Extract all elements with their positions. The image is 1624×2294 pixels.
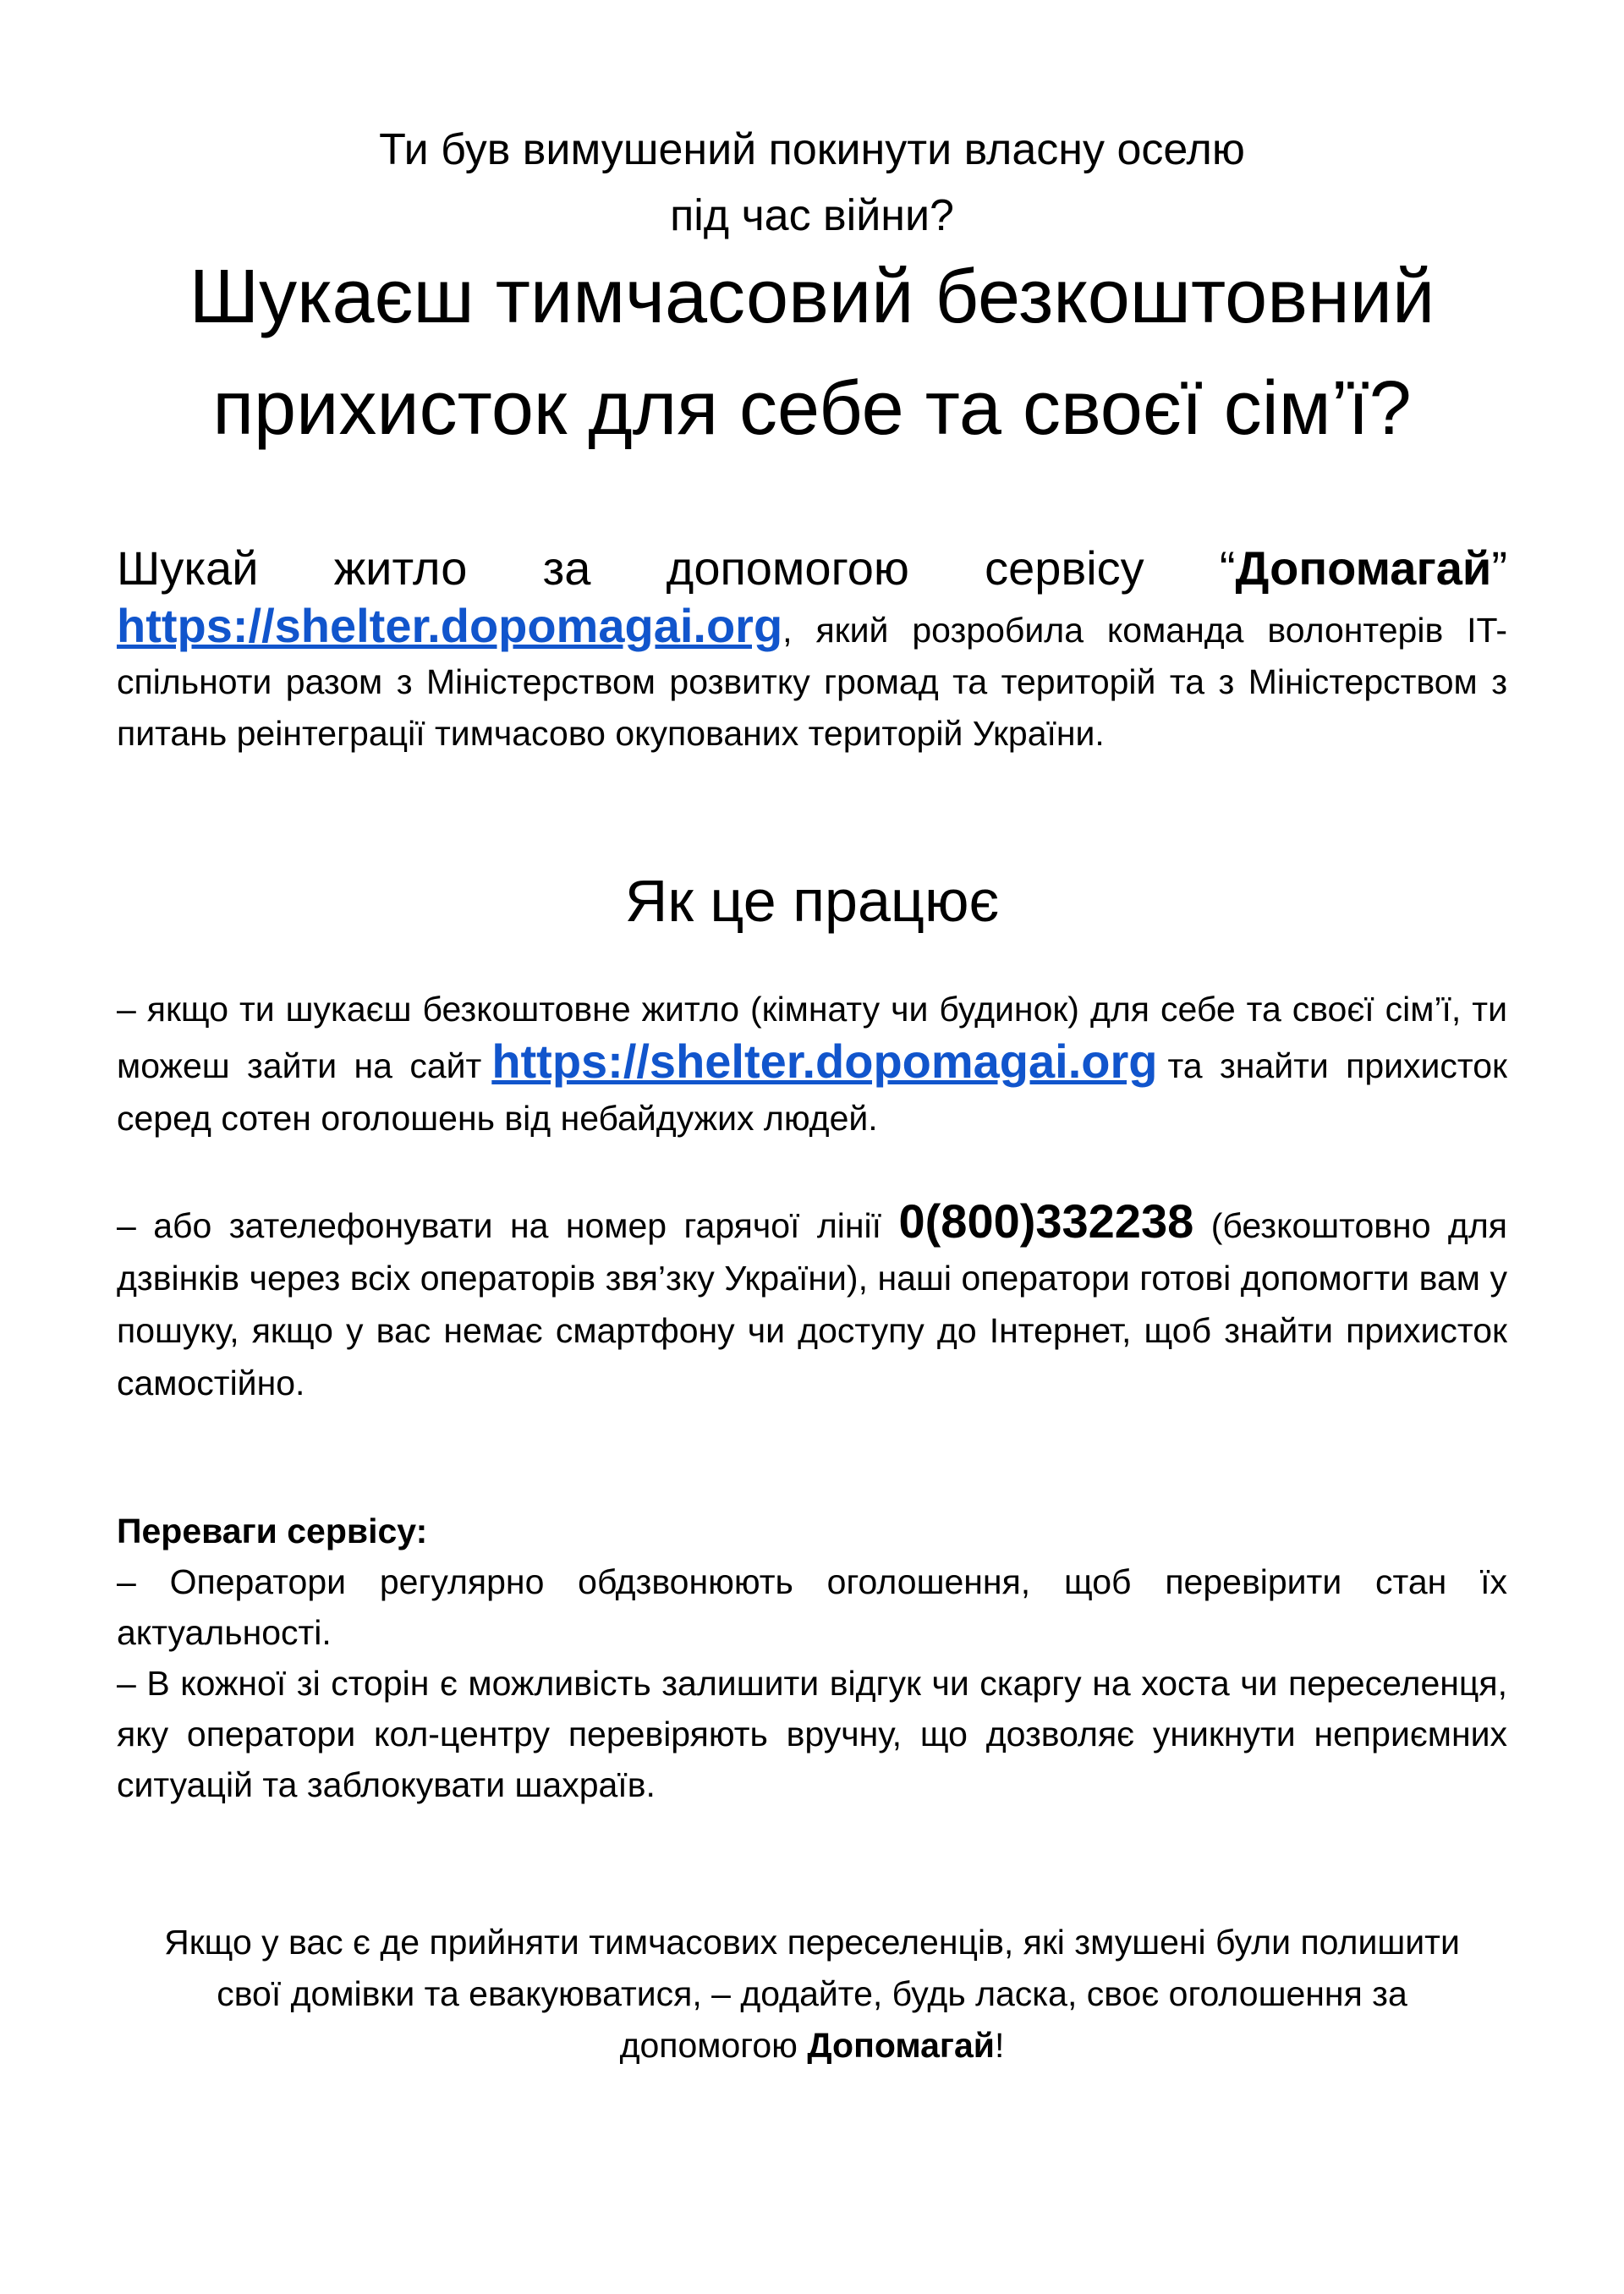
closing-text: Якщо у вас є де прийняти тимчасових переселенців, які змушені були полишити свої домівки та евакуюватися, – додайте, будь ласка, своє оголошення за допомогою — [164, 1923, 1460, 2065]
how-it-works-section — [117, 983, 1507, 1460]
closing-end: ! — [995, 2026, 1005, 2065]
main-headline — [85, 241, 1539, 464]
service-name: Допомагай — [1235, 541, 1492, 595]
benefits-section — [117, 1506, 1507, 1810]
benefit-item-2: – В кожної зі сторін є можливість залишити відгук чи скаргу на хоста чи переселенця, яку оператори кол-центру перевіряють вручну, що дозволяє уникнути неприємних ситуацій та заблокувати шахраїв. — [117, 1664, 1507, 1804]
how-it-works-heading: Як це працює — [624, 868, 1000, 934]
hotline-number: 0(800)332238 — [898, 1194, 1194, 1248]
how-item-1-text: – якщо ти шукаєш безкоштовне житло (кімнату чи будинок) для себе та своєї сім’ї, ти можеш зайти на сайт — [117, 990, 1507, 1085]
benefits-title: Переваги сервісу: — [117, 1512, 428, 1550]
how-item-hotline — [117, 1195, 1507, 1409]
intro-line-2: під час війни? — [670, 191, 954, 240]
how-item-2-end: (безкоштовно для дзвінків через всіх операторів звя’зку України), наші оператори готові допомогти вам у пошуку, якщо у вас немає смартфону чи доступу до Інтернет, щоб знайти прихисток самостійно. — [117, 1206, 1507, 1402]
lead-first-line — [117, 537, 1507, 600]
shelter-link-2[interactable]: https://shelter.dopomagai.org — [491, 1034, 1158, 1088]
intro-question — [117, 117, 1507, 249]
lead-paragraph — [117, 537, 1507, 760]
how-item-website — [117, 983, 1507, 1144]
headline-line-2: прихисток для себе та своєї сім’ї? — [212, 366, 1412, 451]
headline-line-1: Шукаєш тимчасовий безкоштовний — [189, 255, 1435, 339]
how-item-1-end: та знайти прихисток серед сотен оголошень від небайдужих людей. — [117, 1046, 1507, 1138]
benefit-item-1: – Оператори регулярно обдзвонюють оголошення, щоб перевірити стан їх актуальності. — [117, 1562, 1507, 1652]
shelter-link[interactable]: https://shelter.dopomagai.org — [117, 599, 783, 652]
closing-brand: Допомагай — [807, 2026, 996, 2065]
lead-prefix: Шукай житло за допомогою сервісу “ — [117, 541, 1236, 595]
lead-description: , який розробила команда волонтерів IT-спільноти разом з Міністерством розвитку громад та територій та з Міністерством з питань реінтеграції тимчасово окупованих територій України. — [117, 611, 1507, 753]
how-item-2-text: – або зателефонувати на номер гарячої лінії — [117, 1206, 882, 1245]
intro-line-1: Ти був вимушений покинути власну оселю — [379, 125, 1245, 174]
lead-body — [117, 600, 1507, 760]
closing-call-to-action — [152, 1917, 1472, 2072]
lead-suffix: ” — [1491, 541, 1507, 595]
